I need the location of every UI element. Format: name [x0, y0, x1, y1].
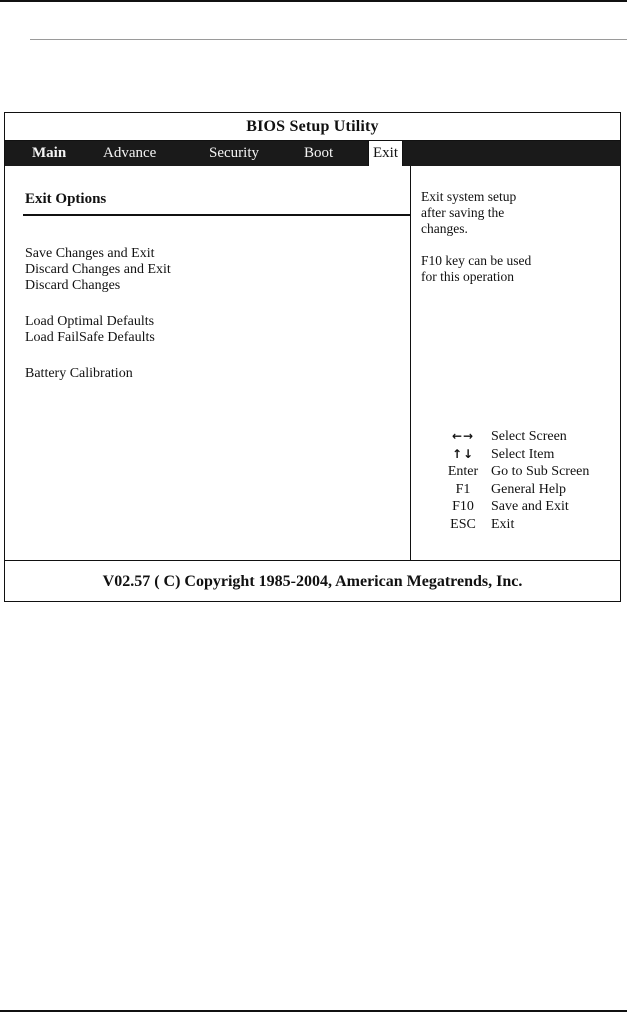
help-line: F10 key can be used [421, 253, 532, 268]
key-legend [437, 428, 589, 533]
key-description: Select Item [491, 446, 555, 462]
key-description: Save and Exit [491, 499, 569, 514]
key-description: Exit [491, 516, 515, 532]
tab-boot[interactable]: Boot [304, 145, 334, 161]
key-row [437, 463, 589, 481]
key-label: F10 [452, 499, 474, 514]
bios-setup-window [4, 112, 621, 602]
help-line: for this operation [421, 269, 514, 284]
key-row [437, 498, 589, 516]
key-label: ESC [450, 516, 476, 532]
discard-changes-and-exit-item[interactable]: Discard Changes and Exit [25, 262, 171, 277]
key-description: Go to Sub Screen [491, 464, 590, 479]
key-row [437, 516, 589, 534]
key-label: F1 [455, 481, 471, 497]
help-line: after saving the [421, 205, 505, 220]
page-header-rule [30, 39, 627, 40]
key-description: General Help [491, 481, 567, 497]
window-title: BIOS Setup Utility [5, 113, 620, 141]
discard-changes-item[interactable]: Discard Changes [25, 278, 121, 293]
help-pane [411, 166, 620, 560]
load-failsafe-defaults-item[interactable]: Load FailSafe Defaults [25, 330, 155, 345]
battery-calibration-item[interactable]: Battery Calibration [25, 366, 133, 381]
left-right-arrows-icon: ←→ [451, 429, 475, 443]
help-line: Exit system setup [421, 189, 517, 204]
copyright-footer: V02.57 ( C) Copyright 1985-2004, American Megatrends, Inc. [5, 560, 620, 602]
content-area [5, 166, 620, 560]
tab-main[interactable]: Main [32, 145, 67, 161]
key-description: Select Screen [491, 429, 567, 444]
section-title: Exit Options [25, 191, 107, 207]
up-down-arrows-icon: ↑↓ [451, 446, 475, 461]
key-row [437, 428, 589, 446]
help-line: changes. [421, 221, 468, 236]
section-divider [23, 214, 411, 216]
page-top-rule [0, 0, 627, 2]
load-optimal-defaults-item[interactable]: Load Optimal Defaults [25, 314, 155, 329]
key-row [437, 481, 589, 499]
exit-options-pane [5, 166, 411, 560]
tab-security[interactable]: Security [209, 145, 259, 161]
key-label: Enter [447, 464, 479, 479]
tab-bar [5, 141, 620, 166]
help-text [421, 189, 611, 285]
tab-exit[interactable]: Exit [368, 141, 403, 166]
tab-advance[interactable]: Advance [103, 145, 157, 161]
save-changes-and-exit-item[interactable]: Save Changes and Exit [25, 246, 155, 261]
key-row [437, 446, 589, 464]
page-bottom-rule [0, 1010, 627, 1012]
